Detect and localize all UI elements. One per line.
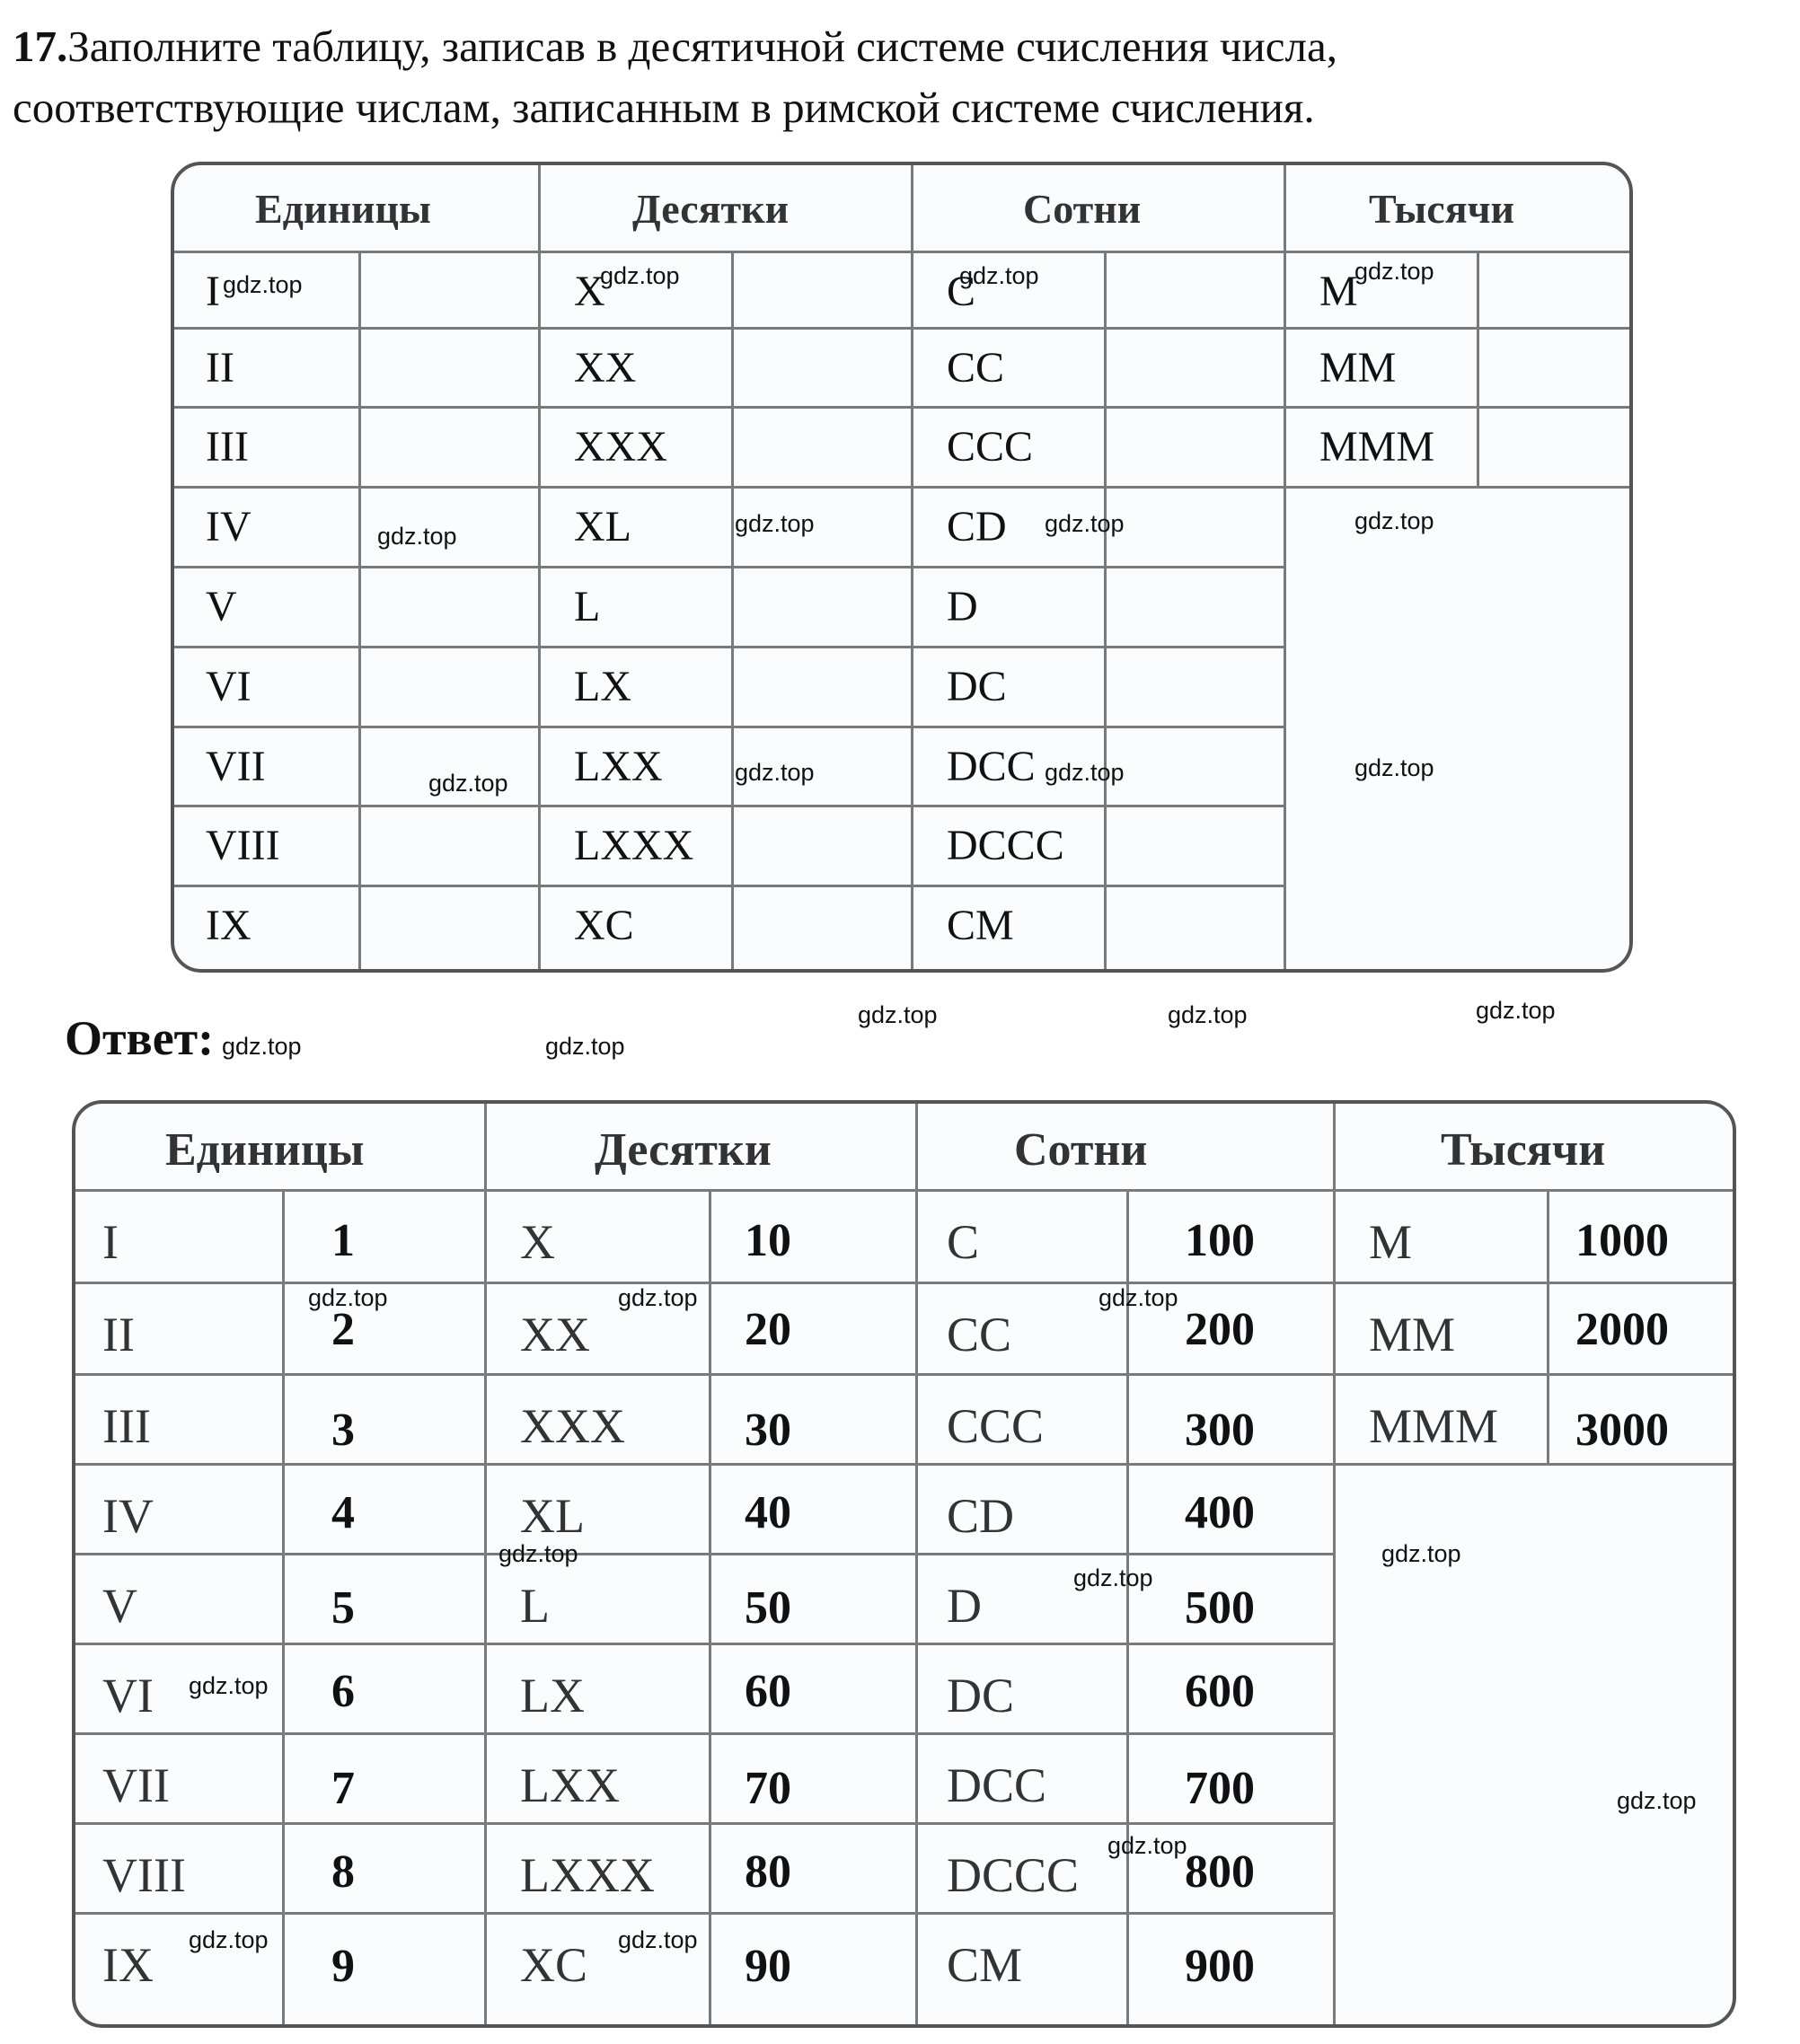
- roman-hundreds-3: CCC: [947, 1399, 1045, 1453]
- roman-tens-3: XXX: [520, 1399, 625, 1453]
- table-row-line: [75, 1732, 1333, 1735]
- answer-hundreds-4: 400: [1185, 1487, 1255, 1538]
- roman-hundreds-2: CC: [947, 344, 1005, 392]
- answer-tens-1: 10: [745, 1215, 791, 1266]
- answer-hundreds-9: 900: [1185, 1941, 1255, 1992]
- roman-units-7: VII: [102, 1758, 170, 1812]
- roman-hundreds-4: CD: [947, 1489, 1015, 1543]
- answer-thousands-1: 1000: [1575, 1215, 1669, 1266]
- answer-tens-2: 20: [745, 1304, 791, 1355]
- watermark: gdz.top: [1354, 754, 1434, 781]
- table-row-line: [174, 726, 1284, 728]
- roman-hundreds-8: DCCC: [947, 822, 1064, 869]
- watermark: gdz.top: [735, 510, 815, 537]
- table-vertical-line: [1104, 251, 1107, 969]
- column-header-units: Единицы: [165, 1124, 365, 1176]
- roman-tens-8: LXXX: [520, 1848, 655, 1902]
- roman-tens-2: XX: [574, 344, 637, 392]
- table-row-line: [1284, 486, 1629, 489]
- roman-thousands-3: MMM: [1369, 1399, 1499, 1453]
- roman-hundreds-6: DC: [947, 663, 1007, 710]
- watermark: gdz.top: [1168, 1001, 1248, 1028]
- watermark: gdz.top: [858, 1001, 938, 1028]
- answer-units-1: 1: [331, 1215, 355, 1266]
- roman-thousands-1: M: [1319, 268, 1358, 315]
- table-row-line: [1284, 327, 1629, 330]
- answer-hundreds-7: 700: [1185, 1763, 1255, 1814]
- roman-units-1: I: [102, 1215, 119, 1269]
- watermark: gdz.top: [428, 770, 508, 797]
- answer-label: Ответ:: [65, 1011, 215, 1065]
- watermark: gdz.top: [545, 1033, 625, 1060]
- table-row-line: [174, 805, 1284, 807]
- roman-tens-8: LXXX: [574, 822, 694, 869]
- answer-hundreds-3: 300: [1185, 1405, 1255, 1456]
- table-row-line: [174, 885, 1284, 887]
- answer-units-3: 3: [331, 1405, 355, 1456]
- roman-hundreds-1: C: [947, 268, 976, 315]
- watermark: gdz.top: [308, 1284, 388, 1311]
- answer-tens-5: 50: [745, 1582, 791, 1634]
- table-vertical-line: [1284, 165, 1286, 969]
- roman-hundreds-7: DCC: [947, 1758, 1047, 1812]
- watermark: gdz.top: [618, 1284, 698, 1311]
- roman-hundreds-5: D: [947, 583, 978, 630]
- task-line-2: соответствующие числам, записанным в римской системе счисления.: [13, 83, 1315, 132]
- watermark: gdz.top: [959, 262, 1039, 289]
- table-vertical-line: [358, 251, 361, 969]
- table-vertical-line: [1477, 251, 1479, 486]
- task-text: [13, 16, 1760, 138]
- roman-hundreds-6: DC: [947, 1669, 1015, 1722]
- answer-units-9: 9: [331, 1941, 355, 1992]
- roman-tens-1: X: [520, 1215, 555, 1269]
- header-separator: [174, 251, 1629, 253]
- roman-thousands-3: MMM: [1319, 423, 1435, 471]
- watermark: gdz.top: [222, 1033, 302, 1060]
- table-vertical-line: [282, 1189, 285, 2024]
- table-vertical-line: [1547, 1189, 1549, 1463]
- table-vertical-line: [915, 1104, 918, 2024]
- watermark: gdz.top: [189, 1672, 269, 1699]
- answer-hundreds-5: 500: [1185, 1582, 1255, 1634]
- watermark: gdz.top: [377, 523, 457, 550]
- table-vertical-line: [1126, 1189, 1129, 2024]
- watermark: gdz.top: [1045, 510, 1125, 537]
- answer-tens-4: 40: [745, 1487, 791, 1538]
- watermark: gdz.top: [1381, 1540, 1461, 1567]
- answer-tens-3: 30: [745, 1405, 791, 1456]
- table-row-line: [1333, 1282, 1733, 1284]
- answer-tens-8: 80: [745, 1846, 791, 1898]
- answer-units-5: 5: [331, 1582, 355, 1634]
- column-header-hundreds: Сотни: [1023, 186, 1142, 232]
- table-row-line: [1333, 1463, 1733, 1466]
- table-row-line: [174, 566, 1284, 568]
- table-row-line: [1284, 406, 1629, 409]
- roman-hundreds-1: C: [947, 1215, 980, 1269]
- column-header-units: Единицы: [255, 186, 431, 232]
- column-header-tens: Десятки: [632, 186, 790, 232]
- roman-tens-3: XXX: [574, 423, 667, 471]
- watermark: gdz.top: [618, 1926, 698, 1953]
- watermark: gdz.top: [189, 1926, 269, 1953]
- roman-tens-9: XC: [520, 1938, 588, 1992]
- answer-hundreds-6: 600: [1185, 1666, 1255, 1717]
- answer-thousands-2: 2000: [1575, 1304, 1669, 1355]
- answer-hundreds-1: 100: [1185, 1215, 1255, 1266]
- watermark: gdz.top: [1099, 1284, 1178, 1311]
- roman-tens-7: LXX: [520, 1758, 620, 1812]
- roman-hundreds-3: CCC: [947, 423, 1034, 471]
- roman-tens-4: XL: [520, 1489, 585, 1543]
- roman-units-5: V: [102, 1579, 137, 1633]
- roman-units-7: VII: [206, 743, 266, 790]
- answer-units-6: 6: [331, 1666, 355, 1717]
- watermark: gdz.top: [600, 262, 680, 289]
- roman-tens-5: L: [574, 583, 601, 630]
- task-line-1: Заполните таблицу, записав в десятичной системе счисления числа,: [67, 22, 1337, 71]
- roman-hundreds-2: CC: [947, 1308, 1012, 1361]
- roman-units-1: I: [206, 268, 220, 315]
- roman-units-6: VI: [206, 663, 251, 710]
- roman-tens-9: XC: [574, 902, 634, 949]
- table-vertical-line: [709, 1189, 711, 2024]
- watermark: gdz.top: [499, 1540, 578, 1567]
- table-vertical-line: [731, 251, 734, 969]
- answer-tens-7: 70: [745, 1763, 791, 1814]
- answer-tens-6: 60: [745, 1666, 791, 1717]
- roman-units-3: III: [206, 423, 249, 471]
- table-row-line: [75, 1912, 1333, 1915]
- roman-units-6: VI: [102, 1669, 154, 1722]
- roman-thousands-2: MM: [1369, 1308, 1456, 1361]
- roman-thousands-2: MM: [1319, 344, 1397, 392]
- table-row-line: [75, 1463, 1333, 1466]
- column-header-thousands: Тысячи: [1441, 1124, 1606, 1176]
- watermark: gdz.top: [1476, 997, 1556, 1024]
- table-row-line: [174, 406, 1284, 409]
- answer-units-7: 7: [331, 1763, 355, 1814]
- roman-table-answer: [72, 1100, 1736, 2028]
- roman-hundreds-9: CM: [947, 1938, 1023, 1992]
- watermark: gdz.top: [1045, 759, 1125, 786]
- answer-hundreds-2: 200: [1185, 1304, 1255, 1355]
- roman-tens-4: XL: [574, 503, 631, 551]
- roman-hundreds-9: CM: [947, 902, 1014, 949]
- watermark: gdz.top: [223, 271, 303, 298]
- roman-hundreds-8: DCCC: [947, 1848, 1080, 1902]
- roman-tens-6: LX: [574, 663, 631, 710]
- roman-thousands-1: M: [1369, 1215, 1413, 1269]
- watermark: gdz.top: [1617, 1787, 1697, 1814]
- roman-units-8: VIII: [102, 1848, 186, 1902]
- watermark: gdz.top: [1354, 258, 1434, 285]
- roman-units-2: II: [102, 1308, 135, 1361]
- roman-tens-5: L: [520, 1579, 550, 1633]
- answer-units-4: 4: [331, 1487, 355, 1538]
- roman-hundreds-4: CD: [947, 503, 1007, 551]
- answer-units-2: 2: [331, 1304, 355, 1355]
- table-row-line: [1333, 1373, 1733, 1376]
- table-row-line: [174, 486, 1284, 489]
- table-row-line: [174, 646, 1284, 648]
- roman-units-4: IV: [206, 503, 251, 551]
- table-row-line: [75, 1822, 1333, 1825]
- table-vertical-line: [1333, 1104, 1336, 2024]
- watermark: gdz.top: [1107, 1832, 1187, 1859]
- roman-units-5: V: [206, 583, 237, 630]
- roman-units-9: IX: [102, 1938, 154, 1992]
- roman-hundreds-5: D: [947, 1579, 982, 1633]
- watermark: gdz.top: [1354, 507, 1434, 534]
- table-row-line: [75, 1373, 1333, 1376]
- answer-tens-9: 90: [745, 1941, 791, 1992]
- table-row-line: [75, 1553, 1333, 1555]
- roman-units-9: IX: [206, 902, 251, 949]
- roman-tens-1: X: [574, 268, 605, 315]
- watermark: gdz.top: [1073, 1564, 1153, 1591]
- column-header-thousands: Тысячи: [1369, 186, 1515, 232]
- column-header-hundreds: Сотни: [1014, 1124, 1148, 1176]
- header-separator: [75, 1189, 1733, 1192]
- roman-units-4: IV: [102, 1489, 154, 1543]
- roman-units-2: II: [206, 344, 234, 392]
- answer-thousands-3: 3000: [1575, 1405, 1669, 1456]
- table-row-line: [75, 1643, 1333, 1645]
- watermark: gdz.top: [735, 759, 815, 786]
- answer-units-8: 8: [331, 1846, 355, 1898]
- answer-hundreds-8: 800: [1185, 1846, 1255, 1898]
- roman-tens-6: LX: [520, 1669, 585, 1722]
- roman-units-8: VIII: [206, 822, 280, 869]
- roman-tens-7: LXX: [574, 743, 663, 790]
- task-number: 17.: [13, 22, 68, 71]
- table-vertical-line: [484, 1104, 487, 2024]
- roman-units-3: III: [102, 1399, 151, 1453]
- column-header-tens: Десятки: [595, 1124, 772, 1176]
- roman-hundreds-7: DCC: [947, 743, 1036, 790]
- roman-tens-2: XX: [520, 1308, 590, 1361]
- table-row-line: [174, 327, 1284, 330]
